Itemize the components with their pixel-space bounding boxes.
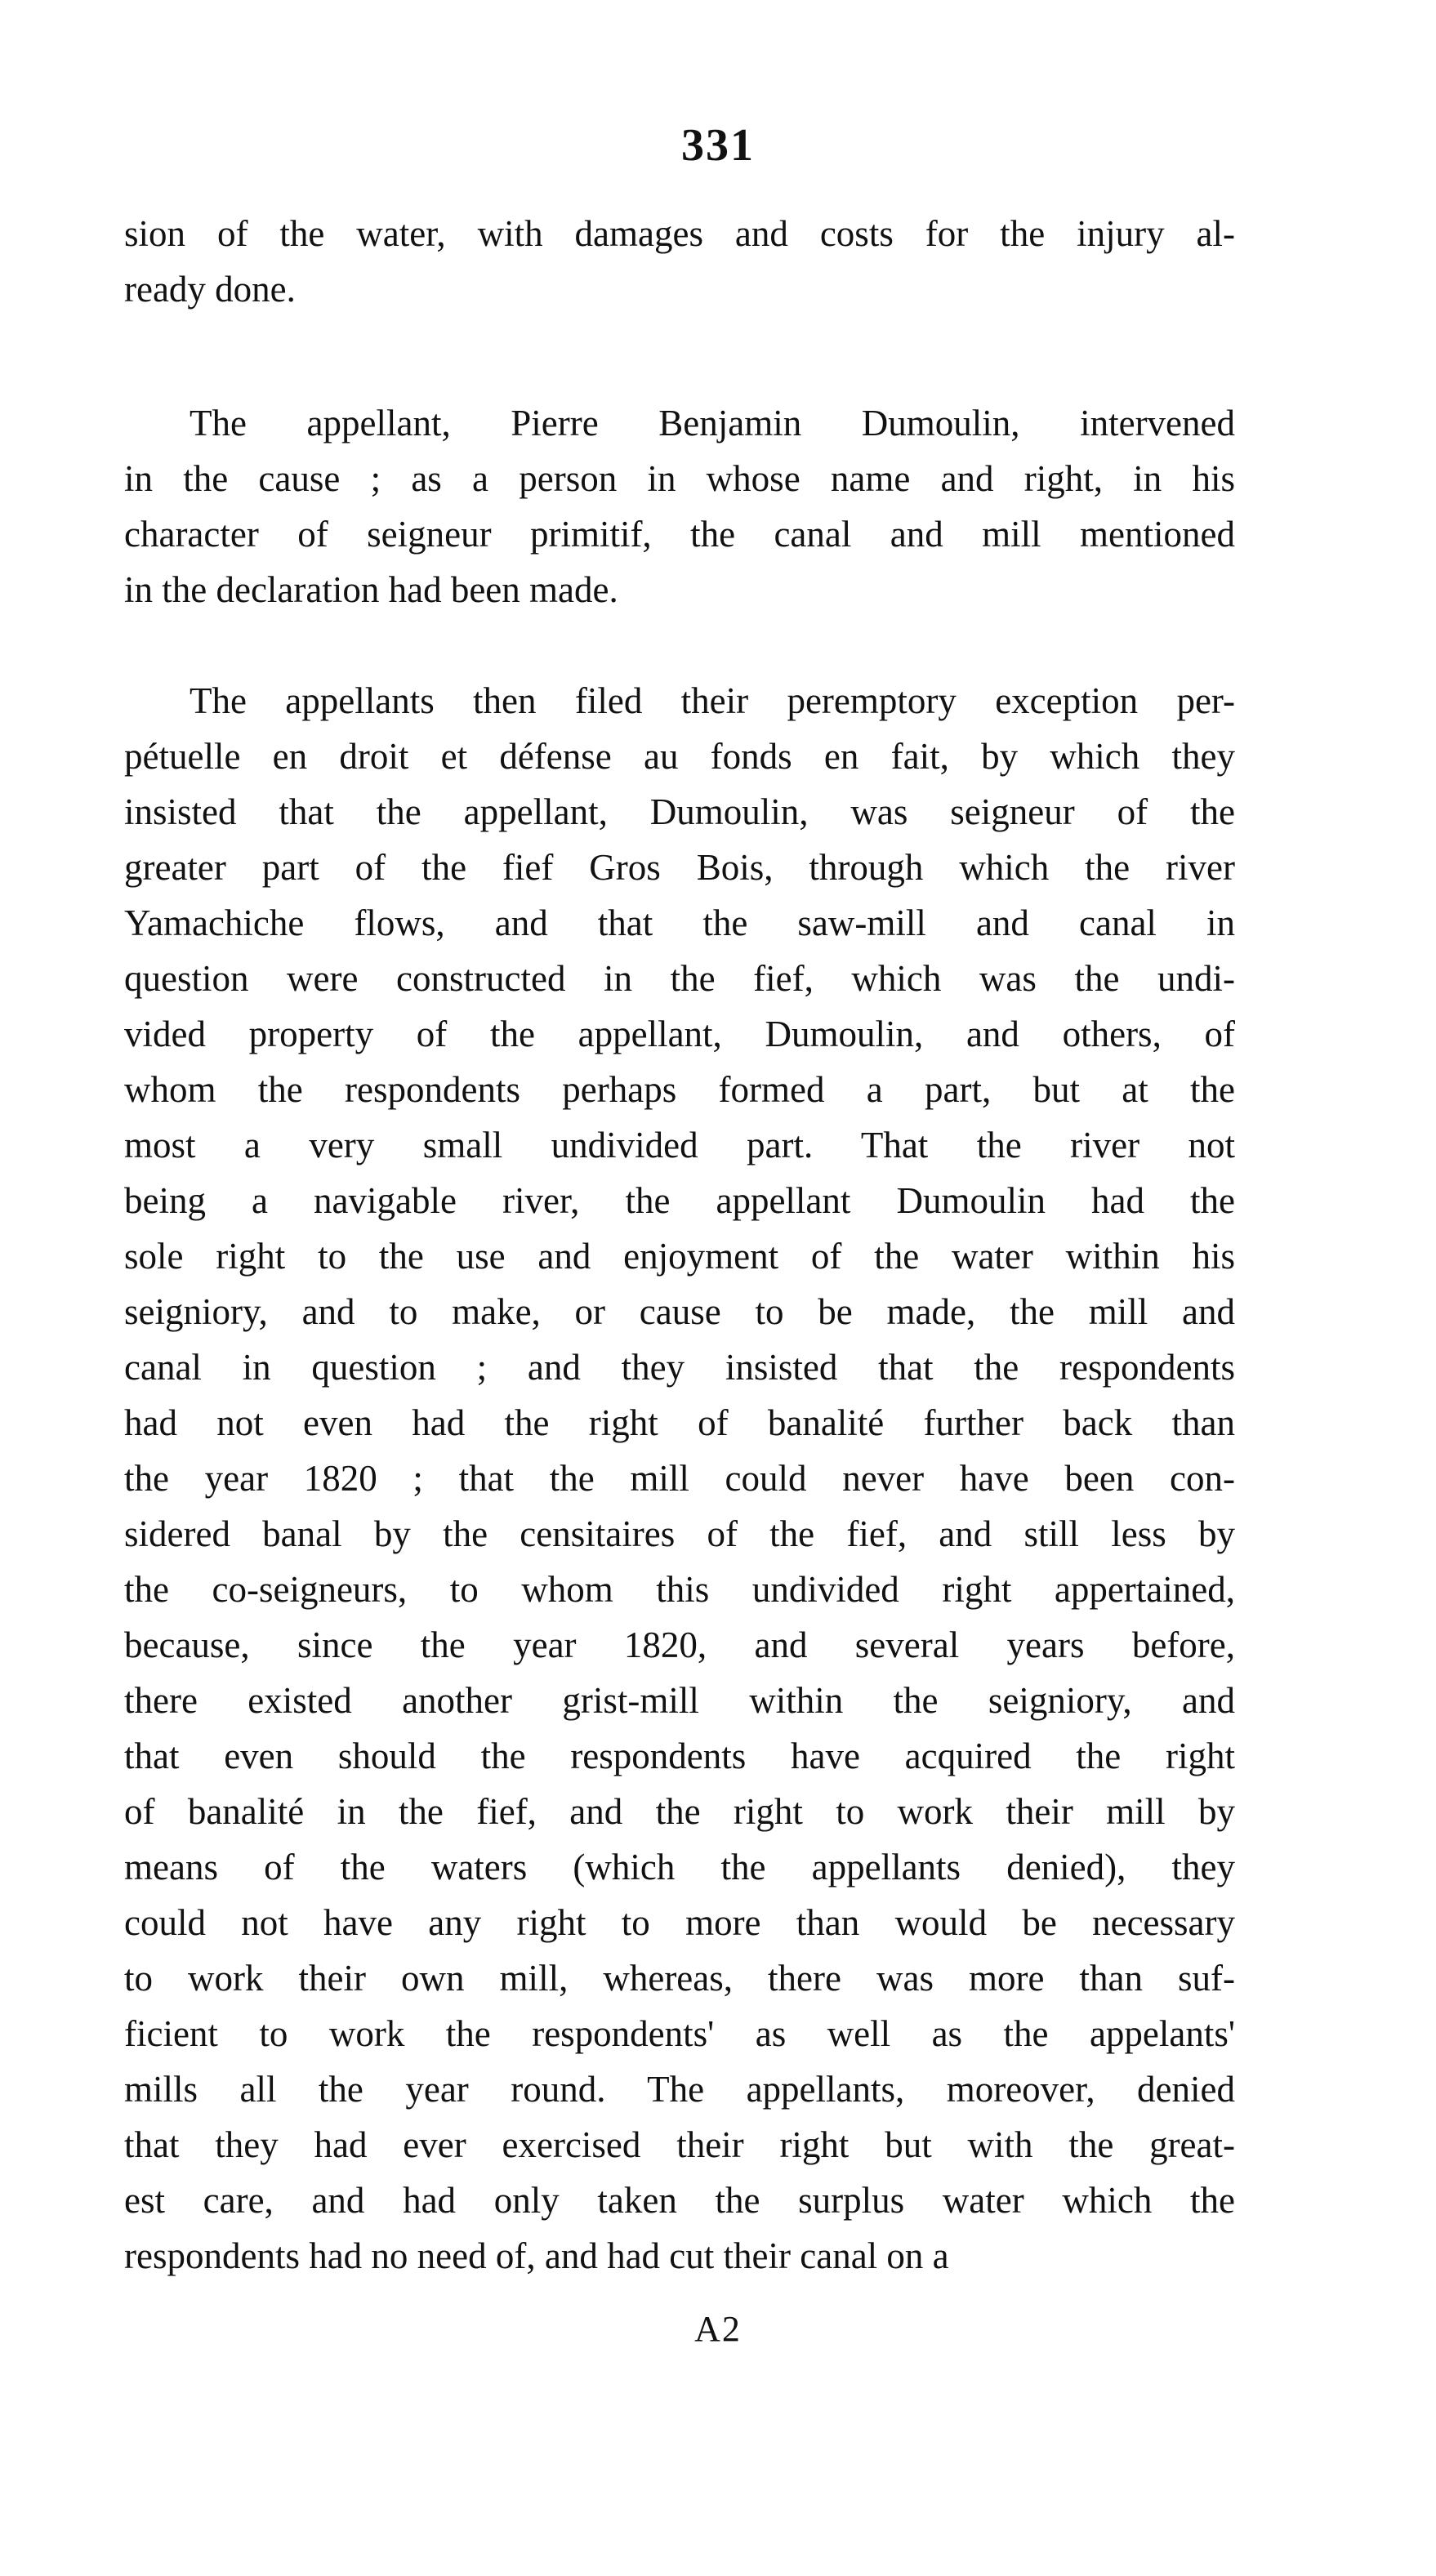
text-line: greater part of the fief Gros Bois, through which the river xyxy=(124,847,1235,888)
text-line: means of the waters (which the appellants denied), they xyxy=(124,1847,1235,1887)
text-line: sidered banal by the censitaires of the fief, and still less by xyxy=(124,1513,1235,1554)
text-line: pétuelle en droit et défense au fonds en fait, by which they xyxy=(124,736,1235,777)
text-line: insisted that the appellant, Dumoulin, was seigneur of the xyxy=(124,791,1235,832)
text-line: that they had ever exercised their right but with the great- xyxy=(124,2124,1235,2165)
text-line: ficient to work the respondents' as well as the appelants' xyxy=(124,2013,1235,2054)
text-line: the co-seigneurs, to whom this undivided right appertained, xyxy=(124,1569,1235,1610)
text-line: of banalité in the fief, and the right to work their mill by xyxy=(124,1791,1235,1832)
text-line: the year 1820 ; that the mill could never have been con- xyxy=(124,1458,1235,1499)
page-number: 331 xyxy=(681,120,755,171)
text-line: character of seigneur primitif, the canal and mill mentioned xyxy=(124,514,1235,555)
text-line: in the cause ; as a person in whose name and right, in his xyxy=(124,458,1235,499)
text-line: had not even had the right of banalité further back than xyxy=(124,1402,1235,1443)
text-line: to work their own mill, whereas, there was more than suf- xyxy=(124,1958,1235,1999)
text-line: Yamachiche flows, and that the saw-mill and canal in xyxy=(124,902,1235,943)
text-line: whom the respondents perhaps formed a part, but at the xyxy=(124,1069,1235,1110)
text-line: canal in question ; and they insisted that the respondents xyxy=(124,1347,1235,1388)
text-line: in the declaration had been made. xyxy=(124,569,618,610)
text-line: ready done. xyxy=(124,269,296,310)
signature-mark: A2 xyxy=(694,2309,742,2349)
text-line: est care, and had only taken the surplus water which the xyxy=(124,2180,1235,2221)
text-line: because, since the year 1820, and several years before, xyxy=(124,1624,1235,1665)
text-line: vided property of the appellant, Dumoulin, and others, of xyxy=(124,1014,1235,1054)
text-line: question were constructed in the fief, which was the undi- xyxy=(124,958,1235,999)
text-line: there existed another grist-mill within the seigniory, and xyxy=(124,1680,1235,1721)
text-line: that even should the respondents have acquired the right xyxy=(124,1736,1235,1776)
text-line: mills all the year round. The appellants, moreover, denied xyxy=(124,2069,1235,2110)
text-line: respondents had no need of, and had cut their canal on a xyxy=(124,2235,949,2276)
text-line: seigniory, and to make, or cause to be made, the mill and xyxy=(124,1291,1235,1332)
text-line: could not have any right to more than would be necessary xyxy=(124,1902,1235,1943)
text-line: most a very small undivided part. That the river not xyxy=(124,1125,1235,1165)
text-line: sole right to the use and enjoyment of the water within his xyxy=(124,1236,1235,1277)
text-line: being a navigable river, the appellant Dumoulin had the xyxy=(124,1180,1235,1221)
text-line: sion of the water, with damages and costs for the injury al- xyxy=(124,213,1235,254)
text-line: The appellant, Pierre Benjamin Dumoulin, intervened xyxy=(190,403,1235,443)
text-line: The appellants then filed their peremptory exception per- xyxy=(190,680,1235,721)
